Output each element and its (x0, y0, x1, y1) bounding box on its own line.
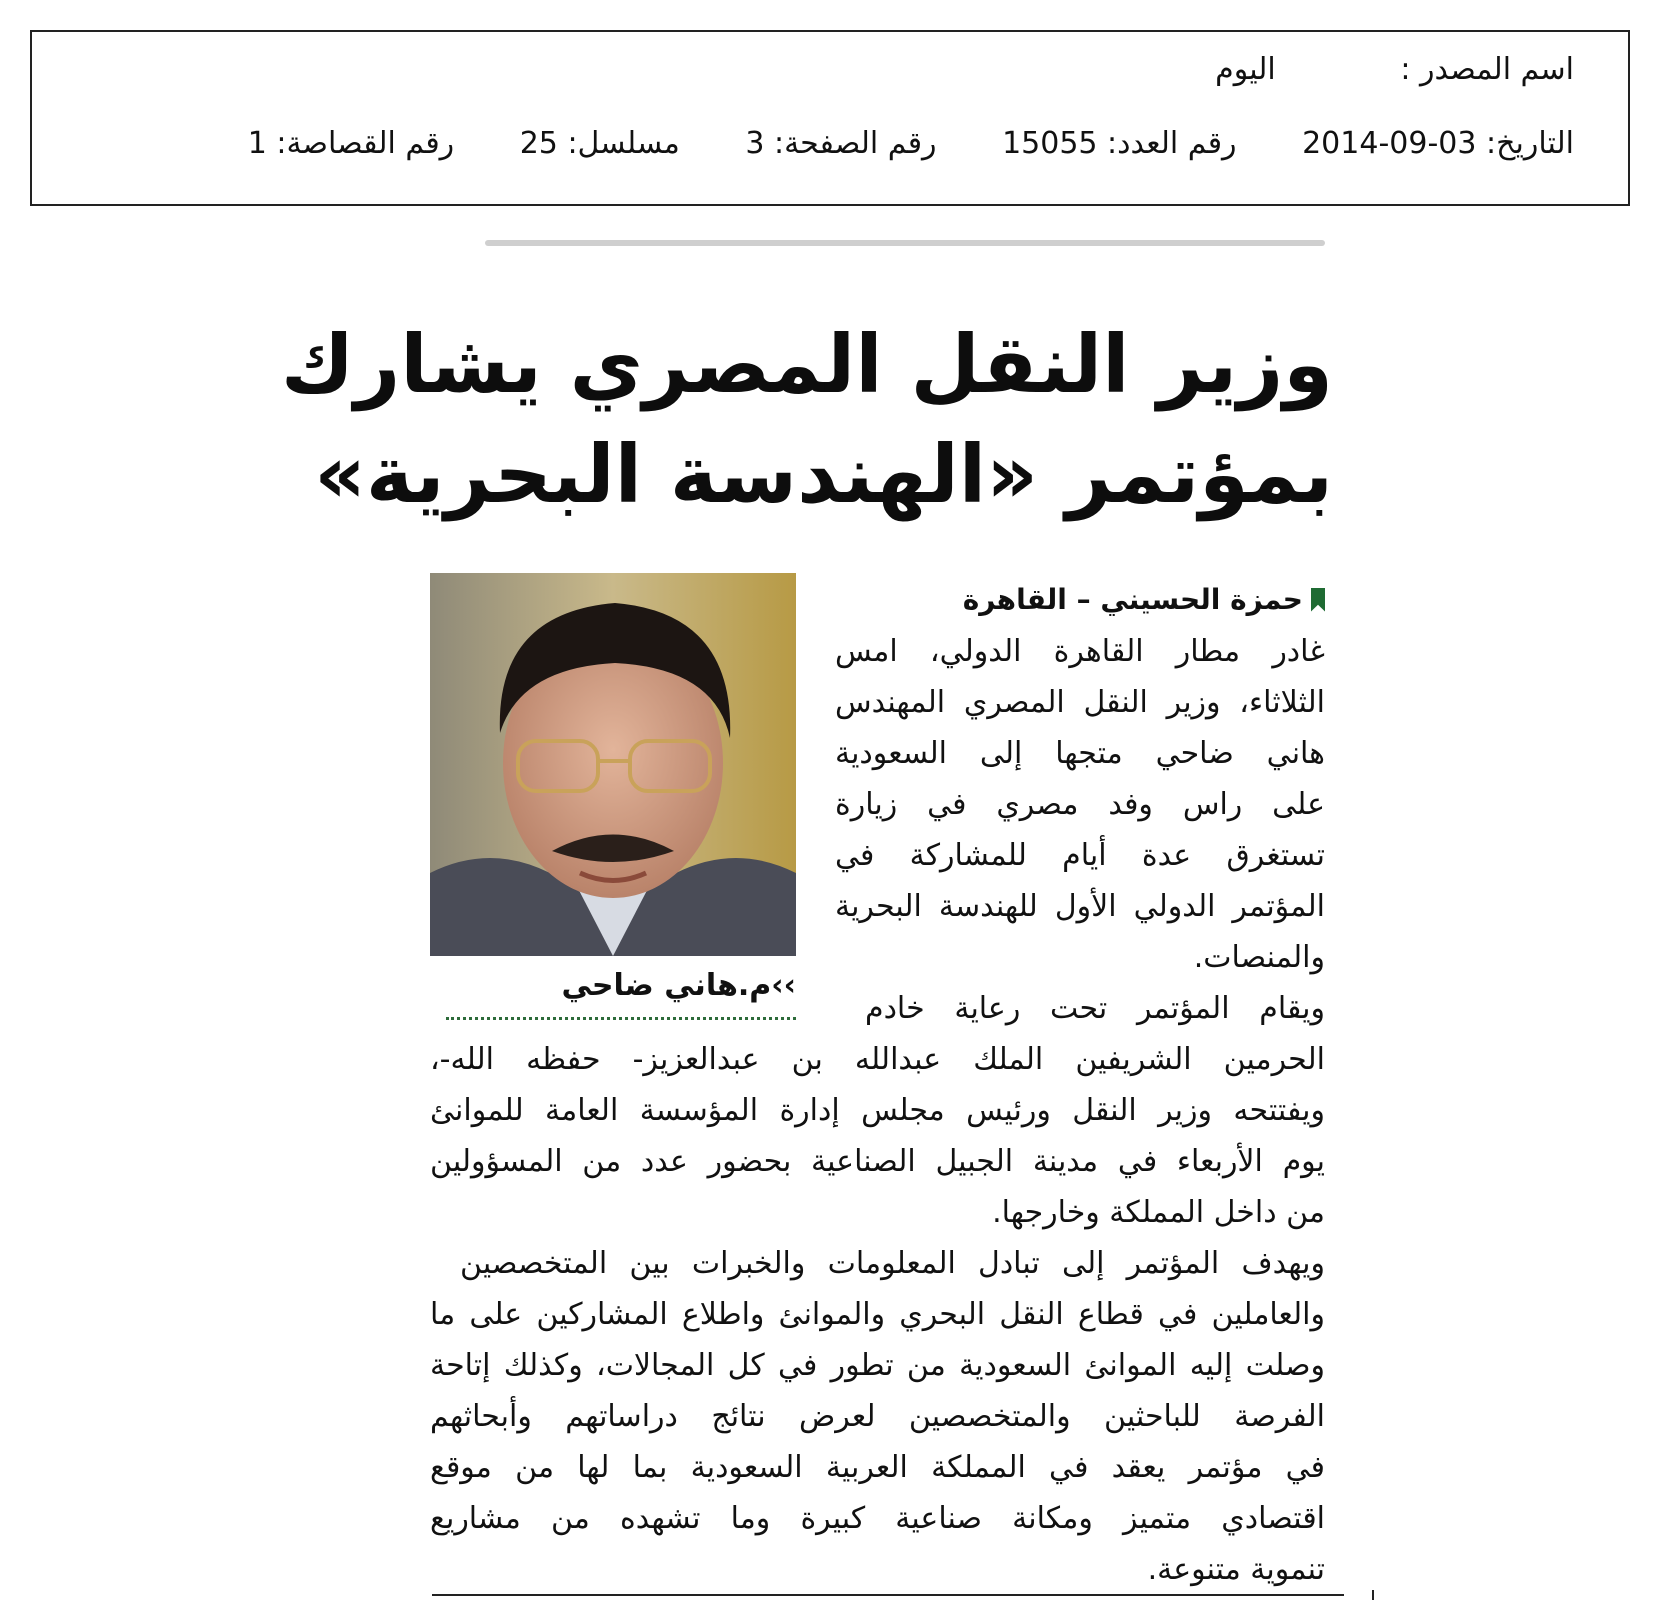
body-line: والعاملين في قطاع النقل البحري والموانئ واطلاع المشاركين على ما (430, 1297, 1325, 1332)
details-row (248, 126, 1574, 161)
body-line: الحرمين الشريفين الملك عبدالله بن عبدالعزيز- حفظه الله-، (430, 1042, 1325, 1077)
portrait-photo (430, 573, 796, 956)
top-divider (485, 240, 1325, 246)
serial-field: مسلسل: 25 (519, 126, 680, 161)
clip-number-field: رقم القصاصة: 1 (247, 126, 455, 161)
body-line: تنموية متنوعة. (1147, 1552, 1325, 1587)
body-line: الفرصة للباحثين والمتخصصين لعرض نتائج دراساتهم وأبحاثهم (430, 1399, 1325, 1434)
body-line: ويقام المؤتمر تحت رعاية خادم (865, 991, 1325, 1026)
source-row (1215, 52, 1574, 87)
bottom-divider (432, 1594, 1344, 1596)
photo-caption: ››م.هاني ضاحي (561, 968, 796, 1003)
body-line: وصلت إليه الموانئ السعودية من تطور في كل المجالات، وكذلك إتاحة (430, 1348, 1325, 1383)
caption-divider (446, 1017, 796, 1020)
source-label: اسم المصدر : (1400, 52, 1574, 87)
body-line: غادر مطار القاهرة الدولي، امس (835, 634, 1325, 669)
bookmark-icon (1311, 588, 1325, 612)
headline-line-1: وزير النقل المصري يشارك (280, 318, 1333, 411)
body-line: تستغرق عدة أيام للمشاركة في (835, 838, 1325, 873)
body-line: من داخل المملكة وخارجها. (992, 1195, 1325, 1230)
body-line: والمنصات. (1193, 940, 1325, 975)
body-line: يوم الأربعاء في مدينة الجبيل الصناعية بحضور عدد من المسؤولين (430, 1144, 1325, 1179)
date-field: التاريخ: 03-09-2014 (1302, 126, 1574, 161)
body-line: في مؤتمر يعقد في المملكة العربية السعودية بما لها من موقع (430, 1450, 1325, 1485)
bottom-tick (1372, 1590, 1374, 1600)
issue-number-field: رقم العدد: 15055 (1002, 126, 1237, 161)
page-number-field: رقم الصفحة: 3 (745, 126, 937, 161)
body-line: ويهدف المؤتمر إلى تبادل المعلومات والخبرات بين المتخصصين (460, 1246, 1325, 1281)
body-line: هاني ضاحي متجها إلى السعودية (835, 736, 1325, 771)
body-line: المؤتمر الدولي الأول للهندسة البحرية (835, 889, 1325, 924)
headline-line-2: بمؤتمر «الهندسة البحرية» (314, 428, 1333, 521)
body-line: ويفتتحه وزير النقل ورئيس مجلس إدارة المؤسسة العامة للموانئ (430, 1093, 1325, 1128)
portrait-illustration (430, 573, 796, 956)
byline-text: حمزة الحسيني – القاهرة (962, 583, 1303, 616)
body-line: اقتصادي متميز ومكانة صناعية كبيرة وما تشهده من مشاريع (430, 1501, 1325, 1536)
body-line: على راس وفد مصري في زيارة (835, 787, 1325, 822)
source-value: اليوم (1215, 52, 1276, 87)
body-line: الثلاثاء، وزير النقل المصري المهندس (835, 685, 1325, 720)
byline (963, 583, 1325, 616)
clipping-metadata-box (30, 30, 1630, 206)
